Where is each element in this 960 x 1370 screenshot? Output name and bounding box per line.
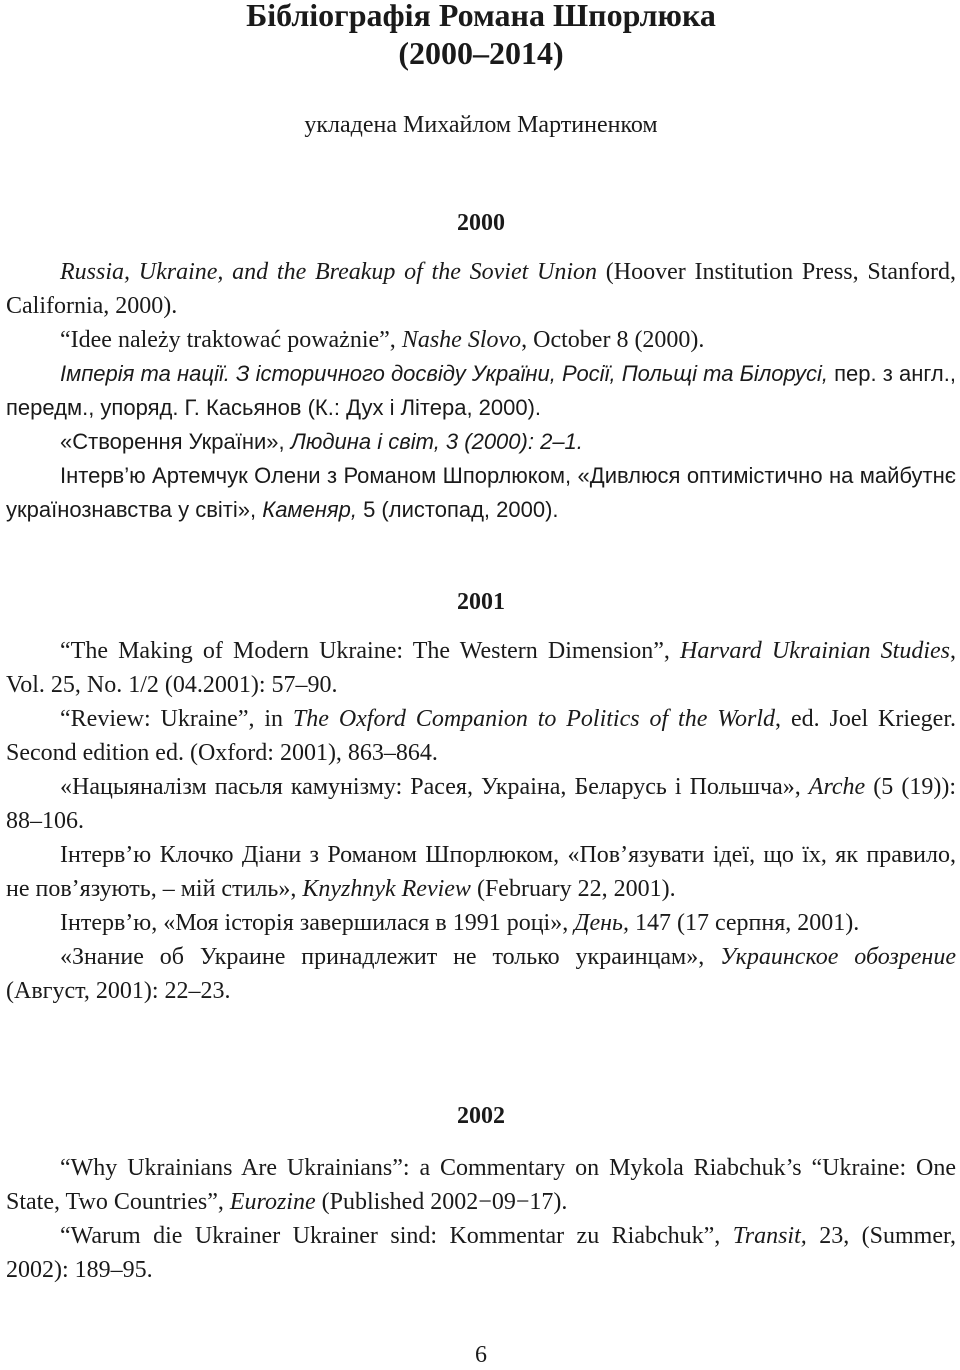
entry-text: пер. з англ., передм., упоряд. Г. Касьянов (К.: Дух і Літера, 2000). [6, 361, 956, 420]
entry-text: (Published 2002−09−17). [315, 1189, 568, 1215]
bibliography-entry [6, 1151, 956, 1219]
entry-text: (February 22, 2001). [470, 876, 676, 902]
section-2002-entries [6, 1151, 956, 1287]
entry-text: , October 8 (2000). [521, 327, 705, 353]
title-line-2: (2000–2014) [398, 35, 564, 71]
entry-italic-title: Arche [808, 774, 866, 800]
entry-text: Інтерв’ю Клочко Діани з Романом Шпорлюком, «Пов’язувати ідеї, що їх, як правило, не пов’язують, – мій стиль», [6, 842, 956, 902]
entry-text: 23, (Summer, 2002): 189–95. [6, 1223, 957, 1283]
entry-text: “The Making of Modern Ukraine: The Western Dimension”, [60, 638, 680, 664]
entry-italic-title: Eurozine [229, 1189, 316, 1215]
bibliography-entry [6, 1219, 956, 1287]
entry-text: 147 (17 серпня, 2001). [628, 910, 860, 936]
entry-text: «Знание об Украине принадлежит не только украинцам», [60, 944, 721, 970]
bibliography-entry [6, 357, 956, 425]
bibliography-entry [6, 940, 956, 1008]
entry-text: “Idee należy traktować poważnie”, [60, 327, 402, 353]
entry-text: (Август, 2001): 22–23. [6, 978, 231, 1004]
bibliography-entry [6, 323, 956, 357]
entry-italic-title: Людина і світ, 3 (2000): 2–1. [290, 429, 583, 454]
section-2001-entries [6, 634, 956, 1008]
entry-text: Інтерв’ю, «Моя історія завершилася в 1991 році», [60, 910, 575, 936]
bibliography-entry [6, 459, 956, 527]
entry-italic-title: Transit, [732, 1223, 807, 1249]
entry-text: , ed. Joel Krieger. Second edition ed. (Oxford: 2001), 863–864. [6, 706, 956, 766]
entry-italic-title: Harvard Ukrainian Studies [680, 638, 951, 664]
entry-text: «Створення України», [60, 429, 291, 454]
entry-italic-title: Украинское обозрение [720, 944, 956, 970]
entry-text: , Vol. 25, No. 1/2 (04.2001): 57–90. [6, 638, 957, 698]
entry-text: (Hoover Institution Press, Stanford, California, 2000). [6, 259, 957, 319]
entry-text: “Why Ukrainians Are Ukrainians”: a Commentary on Mykola Riabchuk’s “Ukraine: One State, Two Countries”, [6, 1155, 956, 1215]
entry-italic-title: Імперія та нації. З історичного досвіду України, Росії, Польщі та Білорусі, [60, 361, 828, 386]
entry-text: “Warum die Ukrainer Ukrainer sind: Kommentar zu Riabchuk”, [60, 1223, 733, 1249]
bibliography-entry [6, 702, 956, 770]
entry-italic-title: Каменяр, [262, 497, 357, 522]
bibliography-entry [6, 255, 956, 323]
page-title [6, 0, 956, 72]
bibliography-entry [6, 634, 956, 702]
bibliography-entry [6, 425, 956, 459]
entry-text: 5 (листопад, 2000). [356, 497, 559, 522]
section-2000-entries [6, 255, 956, 527]
entry-italic-title: Russia, Ukraine, and the Breakup of the Soviet Union [60, 259, 598, 285]
year-heading-2001: 2001 [457, 589, 505, 615]
entry-text: “Review: Ukraine”, in [60, 706, 293, 732]
entry-italic-title: The Oxford Companion to Politics of the World [292, 706, 776, 732]
bibliography-entry [6, 838, 956, 906]
title-line-1: Бібліографія Романа Шпорлюка [246, 0, 716, 33]
compiler-credit: укладена Михайлом Мартиненком [304, 112, 658, 138]
bibliography-entry [6, 770, 956, 838]
bibliography-entry [6, 906, 956, 940]
entry-text: «Нацыяналізм пасьля камунізму: Расея, Украіна, Беларусь і Польшча», [60, 774, 809, 800]
entry-text: (5 (19)): 88–106. [6, 774, 956, 834]
entry-text: Інтерв’ю Артемчук Олени з Романом Шпорлюком, «Дивлюся оптимістично на майбутнє українознавства у світі», [6, 463, 956, 522]
entry-italic-title: День, [574, 910, 629, 936]
entry-italic-title: Nashe Slovo [401, 327, 522, 353]
page-number: 6 [475, 1342, 487, 1368]
entry-italic-title: Knyzhnyk Review [302, 876, 471, 902]
year-heading-2002: 2002 [457, 1103, 505, 1129]
year-heading-2000: 2000 [457, 210, 505, 236]
